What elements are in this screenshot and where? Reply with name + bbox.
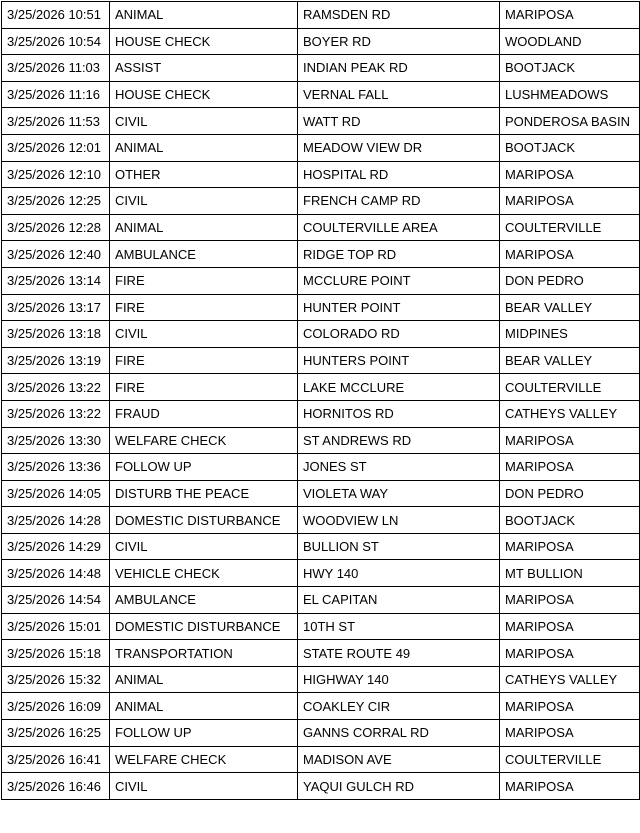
datetime-cell: 3/25/2026 13:30: [2, 427, 110, 454]
community-cell: MARIPOSA: [500, 241, 640, 268]
location-cell: HOSPITAL RD: [298, 161, 500, 188]
table-row: [2, 321, 640, 348]
location-cell: BOYER RD: [298, 28, 500, 55]
table-row: [2, 746, 640, 773]
location-cell: RAMSDEN RD: [298, 2, 500, 29]
community-cell: BOOTJACK: [500, 507, 640, 534]
community-cell: CATHEYS VALLEY: [500, 666, 640, 693]
datetime-cell: 3/25/2026 14:28: [2, 507, 110, 534]
datetime-cell: 3/25/2026 12:25: [2, 188, 110, 215]
call-type-cell: WELFARE CHECK: [110, 746, 298, 773]
call-type-cell: HOUSE CHECK: [110, 81, 298, 108]
location-cell: MEADOW VIEW DR: [298, 134, 500, 161]
location-cell: COLORADO RD: [298, 321, 500, 348]
table-row: [2, 533, 640, 560]
community-cell: MARIPOSA: [500, 720, 640, 747]
location-cell: WOODVIEW LN: [298, 507, 500, 534]
call-type-cell: DISTURB THE PEACE: [110, 480, 298, 507]
table-row: [2, 613, 640, 640]
location-cell: HIGHWAY 140: [298, 666, 500, 693]
table-row: [2, 400, 640, 427]
community-cell: DON PEDRO: [500, 267, 640, 294]
location-cell: 10TH ST: [298, 613, 500, 640]
datetime-cell: 3/25/2026 11:03: [2, 55, 110, 82]
call-type-cell: ANIMAL: [110, 666, 298, 693]
call-type-cell: ANIMAL: [110, 214, 298, 241]
datetime-cell: 3/25/2026 15:18: [2, 640, 110, 667]
table-row: [2, 55, 640, 82]
community-cell: CATHEYS VALLEY: [500, 400, 640, 427]
table-row: [2, 347, 640, 374]
table-row: [2, 188, 640, 215]
community-cell: PONDEROSA BASIN: [500, 108, 640, 135]
table-row: [2, 720, 640, 747]
call-type-cell: AMBULANCE: [110, 241, 298, 268]
call-type-cell: ANIMAL: [110, 2, 298, 29]
datetime-cell: 3/25/2026 12:40: [2, 241, 110, 268]
datetime-cell: 3/25/2026 12:01: [2, 134, 110, 161]
call-type-cell: TRANSPORTATION: [110, 640, 298, 667]
datetime-cell: 3/25/2026 16:09: [2, 693, 110, 720]
community-cell: MARIPOSA: [500, 188, 640, 215]
table-row: [2, 134, 640, 161]
community-cell: BEAR VALLEY: [500, 347, 640, 374]
community-cell: COULTERVILLE: [500, 374, 640, 401]
table-row: [2, 587, 640, 614]
location-cell: VERNAL FALL: [298, 81, 500, 108]
location-cell: HUNTERS POINT: [298, 347, 500, 374]
table-row: [2, 294, 640, 321]
location-cell: COAKLEY CIR: [298, 693, 500, 720]
location-cell: YAQUI GULCH RD: [298, 773, 500, 800]
call-type-cell: ASSIST: [110, 55, 298, 82]
location-cell: LAKE MCCLURE: [298, 374, 500, 401]
location-cell: MCCLURE POINT: [298, 267, 500, 294]
table-row: [2, 28, 640, 55]
datetime-cell: 3/25/2026 16:41: [2, 746, 110, 773]
community-cell: MT BULLION: [500, 560, 640, 587]
community-cell: WOODLAND: [500, 28, 640, 55]
location-cell: EL CAPITAN: [298, 587, 500, 614]
table-row: [2, 666, 640, 693]
table-row: [2, 81, 640, 108]
datetime-cell: 3/25/2026 11:16: [2, 81, 110, 108]
call-type-cell: ANIMAL: [110, 134, 298, 161]
location-cell: HUNTER POINT: [298, 294, 500, 321]
community-cell: MARIPOSA: [500, 773, 640, 800]
location-cell: RIDGE TOP RD: [298, 241, 500, 268]
datetime-cell: 3/25/2026 12:10: [2, 161, 110, 188]
call-type-cell: AMBULANCE: [110, 587, 298, 614]
location-cell: JONES ST: [298, 454, 500, 481]
datetime-cell: 3/25/2026 14:48: [2, 560, 110, 587]
community-cell: MIDPINES: [500, 321, 640, 348]
table-row: [2, 2, 640, 29]
table-row: [2, 161, 640, 188]
datetime-cell: 3/25/2026 13:22: [2, 400, 110, 427]
community-cell: MARIPOSA: [500, 693, 640, 720]
community-cell: MARIPOSA: [500, 161, 640, 188]
datetime-cell: 3/25/2026 10:51: [2, 2, 110, 29]
call-type-cell: FIRE: [110, 267, 298, 294]
call-log-body: [2, 2, 640, 800]
call-type-cell: OTHER: [110, 161, 298, 188]
community-cell: MARIPOSA: [500, 587, 640, 614]
call-type-cell: FRAUD: [110, 400, 298, 427]
call-type-cell: CIVIL: [110, 533, 298, 560]
datetime-cell: 3/25/2026 13:19: [2, 347, 110, 374]
location-cell: VIOLETA WAY: [298, 480, 500, 507]
datetime-cell: 3/25/2026 13:22: [2, 374, 110, 401]
location-cell: ST ANDREWS RD: [298, 427, 500, 454]
location-cell: BULLION ST: [298, 533, 500, 560]
table-row: [2, 427, 640, 454]
datetime-cell: 3/25/2026 13:18: [2, 321, 110, 348]
datetime-cell: 3/25/2026 11:53: [2, 108, 110, 135]
table-row: [2, 108, 640, 135]
community-cell: BEAR VALLEY: [500, 294, 640, 321]
location-cell: HORNITOS RD: [298, 400, 500, 427]
location-cell: FRENCH CAMP RD: [298, 188, 500, 215]
table-row: [2, 214, 640, 241]
location-cell: WATT RD: [298, 108, 500, 135]
datetime-cell: 3/25/2026 16:46: [2, 773, 110, 800]
call-type-cell: HOUSE CHECK: [110, 28, 298, 55]
call-type-cell: FOLLOW UP: [110, 454, 298, 481]
datetime-cell: 3/25/2026 13:36: [2, 454, 110, 481]
community-cell: DON PEDRO: [500, 480, 640, 507]
location-cell: HWY 140: [298, 560, 500, 587]
location-cell: INDIAN PEAK RD: [298, 55, 500, 82]
table-row: [2, 773, 640, 800]
datetime-cell: 3/25/2026 14:54: [2, 587, 110, 614]
table-row: [2, 480, 640, 507]
location-cell: GANNS CORRAL RD: [298, 720, 500, 747]
table-row: [2, 693, 640, 720]
call-type-cell: ANIMAL: [110, 693, 298, 720]
community-cell: COULTERVILLE: [500, 214, 640, 241]
call-type-cell: FOLLOW UP: [110, 720, 298, 747]
call-type-cell: FIRE: [110, 294, 298, 321]
community-cell: MARIPOSA: [500, 613, 640, 640]
community-cell: LUSHMEADOWS: [500, 81, 640, 108]
call-type-cell: VEHICLE CHECK: [110, 560, 298, 587]
datetime-cell: 3/25/2026 15:01: [2, 613, 110, 640]
call-type-cell: DOMESTIC DISTURBANCE: [110, 507, 298, 534]
table-row: [2, 454, 640, 481]
call-type-cell: DOMESTIC DISTURBANCE: [110, 613, 298, 640]
community-cell: MARIPOSA: [500, 640, 640, 667]
datetime-cell: 3/25/2026 13:17: [2, 294, 110, 321]
datetime-cell: 3/25/2026 13:14: [2, 267, 110, 294]
call-type-cell: CIVIL: [110, 188, 298, 215]
datetime-cell: 3/25/2026 14:29: [2, 533, 110, 560]
community-cell: MARIPOSA: [500, 454, 640, 481]
call-type-cell: CIVIL: [110, 108, 298, 135]
table-row: [2, 267, 640, 294]
table-row: [2, 560, 640, 587]
call-type-cell: WELFARE CHECK: [110, 427, 298, 454]
community-cell: MARIPOSA: [500, 533, 640, 560]
datetime-cell: 3/25/2026 10:54: [2, 28, 110, 55]
table-row: [2, 507, 640, 534]
community-cell: MARIPOSA: [500, 2, 640, 29]
datetime-cell: 3/25/2026 14:05: [2, 480, 110, 507]
location-cell: COULTERVILLE AREA: [298, 214, 500, 241]
table-row: [2, 640, 640, 667]
call-type-cell: CIVIL: [110, 321, 298, 348]
call-type-cell: FIRE: [110, 347, 298, 374]
table-row: [2, 241, 640, 268]
location-cell: STATE ROUTE 49: [298, 640, 500, 667]
datetime-cell: 3/25/2026 16:25: [2, 720, 110, 747]
call-log-table: [1, 1, 640, 800]
community-cell: COULTERVILLE: [500, 746, 640, 773]
call-type-cell: CIVIL: [110, 773, 298, 800]
datetime-cell: 3/25/2026 12:28: [2, 214, 110, 241]
community-cell: BOOTJACK: [500, 55, 640, 82]
table-row: [2, 374, 640, 401]
datetime-cell: 3/25/2026 15:32: [2, 666, 110, 693]
call-type-cell: FIRE: [110, 374, 298, 401]
community-cell: BOOTJACK: [500, 134, 640, 161]
community-cell: MARIPOSA: [500, 427, 640, 454]
location-cell: MADISON AVE: [298, 746, 500, 773]
